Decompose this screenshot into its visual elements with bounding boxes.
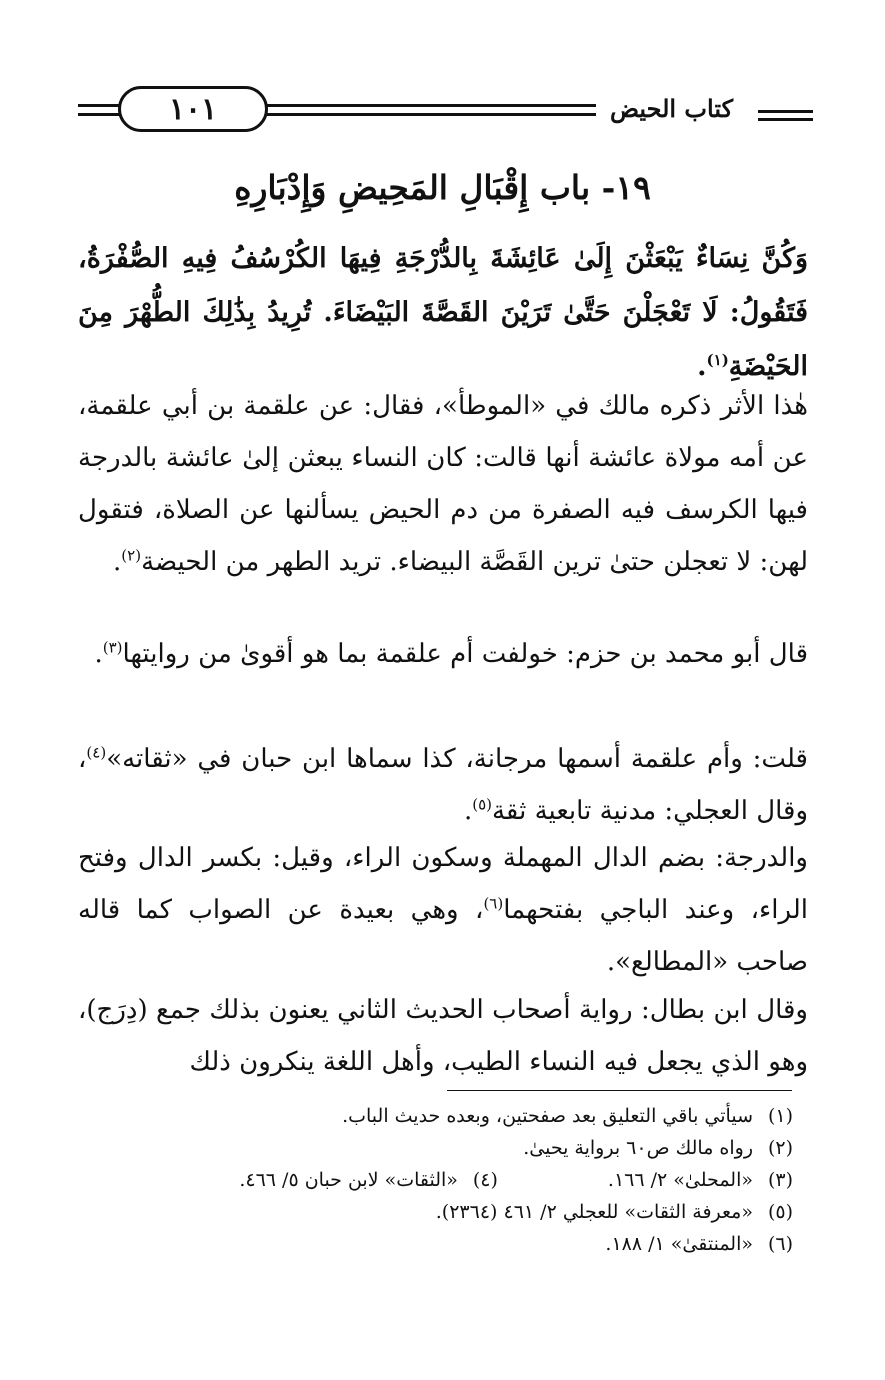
footnote-text: رواه مالك ص٦٠ برواية يحيىٰ. <box>523 1137 753 1159</box>
paragraph-text: وقال ابن بطال: رواية أصحاب الحديث الثاني يعنون بذلك جمع (دِرَج)، وهو الذي يجعل فيه النساء الطيب، وأهل اللغة ينكرون ذلك <box>78 995 808 1077</box>
paragraph-text: قال أبو محمد بن حزم: خولفت أم علقمة بما هو أقوىٰ من روايتها <box>122 639 808 669</box>
footnote-ref-3[interactable]: (٣) <box>102 638 123 657</box>
footnote-item <box>73 1228 793 1260</box>
paragraph-text: هٰذا الأثر ذكره مالك في «الموطأ»، فقال: عن علقمة بن أبي علقمة، عن أمه مولاة عائشة أنها قالت: كان النساء يبعثن إلىٰ عائشة بالدرجة فيها الكرسف فيه الصفرة من دم الحيض يسألنها عن الصلاة، فتقول لهن: لا تعجلن حتىٰ ترين القَصَّة البيضاء. تريد الطهر من الحيضة <box>78 391 808 577</box>
paragraph-commentary-5 <box>78 984 808 1088</box>
paragraph-text: ، وقال العجلي: مدنية تابعية ثقة <box>78 744 808 826</box>
paragraph-text: قلت: وأم علقمة أسمها مرجانة، كذا سماها ابن حبان في «ثقاته» <box>106 744 808 774</box>
header-rule-middle-bottom <box>266 113 596 116</box>
header-rule-right-bottom <box>758 118 813 121</box>
footnote-number: (٦) <box>767 1233 793 1255</box>
header-rule-middle-top <box>266 104 596 107</box>
footnote-item <box>73 1196 793 1228</box>
running-title: كتاب الحيض <box>609 94 733 123</box>
footnote-ref-2[interactable]: (٢) <box>121 546 142 565</box>
footnote-number: (٥) <box>767 1201 793 1223</box>
footnote-ref-1[interactable]: (١) <box>706 351 729 369</box>
footnote-text: «معرفة الثقات» للعجلي ٢/ ٤٦١ (٢٣٦٤). <box>435 1201 753 1223</box>
paragraph-text: والدرجة: بضم الدال المهملة وسكون الراء، وقيل: بكسر الدال وفتح الراء، وعند الباجي بفتحهما <box>78 843 808 925</box>
page-number-badge <box>118 86 268 132</box>
paragraph-text: ، وهي بعيدة عن الصواب كما قاله صاحب «المطالع». <box>78 895 808 977</box>
footnote-number: (٢) <box>767 1137 793 1159</box>
footnote-text: «المحلىٰ» ٢/ ١٦٦. <box>607 1169 753 1191</box>
chapter-title: ١٩- باب إِقْبَالِ المَحِيضِ وَإِدْبَارِهِ <box>234 168 651 207</box>
footnote-item <box>73 1132 793 1164</box>
footnote-number: (٣) <box>767 1169 793 1191</box>
page-header <box>78 86 813 144</box>
footnote-number: (١) <box>767 1105 793 1127</box>
footnote-text: «الثقات» لابن حبان ٥/ ٤٦٦. <box>239 1169 458 1191</box>
paragraph-commentary-3: قلت: وأم علقمة أسمها مرجانة، كذا سماها ابن حبان في «ثقاته»$^{(٤)}$، وقال العجلي: مدنية تابعية ثقة$^{(٥)}$. <box>78 743 808 826</box>
footnote-separator <box>447 1090 792 1091</box>
footnotes <box>73 1100 793 1260</box>
footnote-number: (٤) <box>472 1169 498 1191</box>
paragraph-commentary-2: قال أبو محمد بن حزم: خولفت أم علقمة بما هو أقوىٰ من روايتها$^{(٣)}$. <box>94 638 808 669</box>
hadith-quote: وَكُنَّ نِسَاءٌ يَبْعَثْنَ إِلَىٰ عَائِشَةَ بِالدُّرْجَةِ فِيهَا الكُرْسُفُ فِيهِ الصُّفْرَةُ، فَتَقُولُ: لَا تَعْجَلْنَ حَتَّىٰ تَرَيْنَ القَصَّةَ البَيْضَاءَ. تُرِيدُ بِذَٰلِكَ الطُّهْرَ مِنَ الحَيْضَةِ$^{(١)}$. <box>78 243 808 382</box>
footnote-ref-5[interactable]: (٥) <box>472 795 492 814</box>
page-number: ١٠١ <box>168 91 218 127</box>
footnote-item <box>73 1164 793 1196</box>
footnote-text: «المنتقىٰ» ١/ ١٨٨. <box>605 1233 753 1255</box>
footnote-item <box>73 1100 793 1132</box>
footnote-ref-6[interactable]: (٦) <box>483 894 504 913</box>
footnote-text: سيأتي باقي التعليق بعد صفحتين، وبعده حديث الباب. <box>342 1105 753 1127</box>
hadith-quote-text: وَكُنَّ نِسَاءٌ يَبْعَثْنَ إِلَىٰ عَائِشَةَ بِالدُّرْجَةِ فِيهَا الكُرْسُفُ فِيهِ الصُّفْرَةُ، فَتَقُولُ: لَا تَعْجَلْنَ حَتَّىٰ تَرَيْنَ القَصَّةَ البَيْضَاءَ. تُرِيدُ بِذَٰلِكَ الطُّهْرَ مِنَ الحَيْضَةِ <box>78 243 808 382</box>
paragraph-commentary-4 <box>78 832 808 988</box>
paragraph-commentary-1: هٰذا الأثر ذكره مالك في «الموطأ»، فقال: عن علقمة بن أبي علقمة، عن أمه مولاة عائشة أنها قالت: كان النساء يبعثن إلىٰ عائشة بالدرجة فيها الكرسف فيه الصفرة من دم الحيض يسألنها عن الصلاة، فتقول لهن: لا تعجلن حتىٰ ترين القَصَّة البيضاء. تريد الطهر من الحيضة$^{(٢)}$. <box>78 391 808 577</box>
footnote-ref-4[interactable]: (٤) <box>86 743 107 762</box>
header-rule-right-top <box>758 110 813 113</box>
